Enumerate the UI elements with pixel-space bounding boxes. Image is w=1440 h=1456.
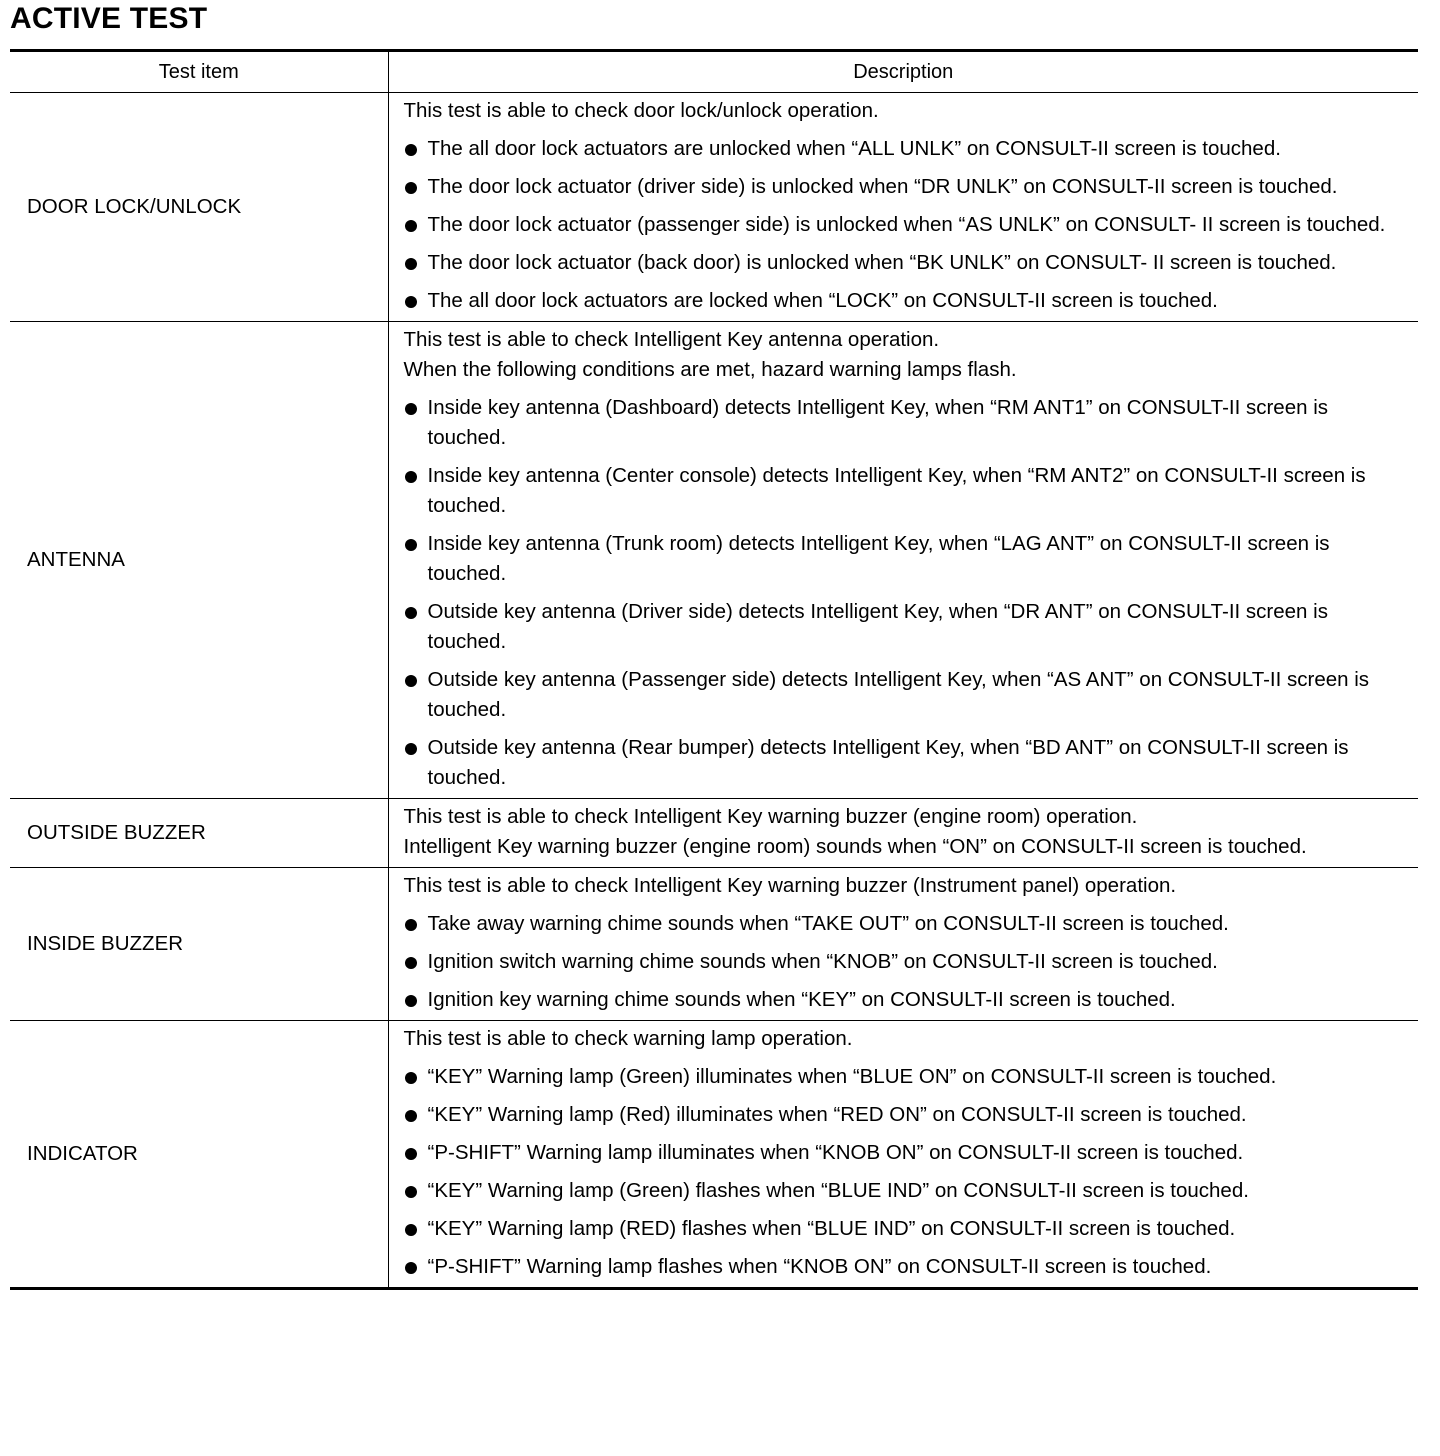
bullet-item bbox=[404, 286, 1411, 316]
header-test-item: Test item bbox=[10, 51, 388, 93]
bullet-text: Outside key antenna (Passenger side) detects Intelligent Key, when “AS ANT” on CONSULT-II screen is touched. bbox=[427, 668, 1370, 721]
bullet-item bbox=[404, 733, 1411, 793]
bullet-item bbox=[404, 529, 1411, 589]
description-cell bbox=[388, 799, 1418, 868]
description-intro: This test is able to check Intelligent Key antenna operation. bbox=[403, 328, 940, 351]
bullet-item bbox=[404, 172, 1411, 202]
bullet-text: “KEY” Warning lamp (Green) illuminates when “BLUE ON” on CONSULT-II screen is touched. bbox=[427, 1065, 1277, 1088]
description-bullet-list bbox=[404, 134, 1411, 316]
bullet-item bbox=[404, 248, 1411, 278]
bullet-dot-icon bbox=[405, 296, 417, 308]
bullet-text: The door lock actuator (driver side) is unlocked when “DR UNLK” on CONSULT-II screen is touched. bbox=[427, 175, 1338, 198]
description-cell bbox=[388, 868, 1418, 1021]
bullet-item bbox=[404, 1138, 1411, 1168]
table-body bbox=[10, 93, 1418, 1289]
bullet-dot-icon bbox=[405, 182, 417, 194]
description-intro: When the following conditions are met, hazard warning lamps flash. bbox=[403, 358, 1017, 381]
table-header-row bbox=[10, 51, 1418, 93]
bullet-text: The all door lock actuators are locked when “LOCK” on CONSULT-II screen is touched. bbox=[427, 289, 1218, 312]
bullet-dot-icon bbox=[405, 995, 417, 1007]
bullet-text: “KEY” Warning lamp (Green) flashes when “BLUE IND” on CONSULT-II screen is touched. bbox=[427, 1179, 1249, 1202]
bullet-item bbox=[404, 1100, 1411, 1130]
bullet-text: Ignition key warning chime sounds when “KEY” on CONSULT-II screen is touched. bbox=[427, 988, 1176, 1011]
page-title: ACTIVE TEST bbox=[10, 2, 208, 35]
bullet-text: Take away warning chime sounds when “TAKE OUT” on CONSULT-II screen is touched. bbox=[427, 912, 1229, 935]
bullet-text: The door lock actuator (passenger side) is unlocked when “AS UNLK” on CONSULT- II screen is touched. bbox=[427, 213, 1386, 236]
bullet-item bbox=[404, 1252, 1411, 1282]
table-row bbox=[10, 1021, 1418, 1289]
bullet-item bbox=[404, 1062, 1411, 1092]
bullet-text: Inside key antenna (Dashboard) detects Intelligent Key, when “RM ANT1” on CONSULT-II screen is touched. bbox=[427, 396, 1329, 449]
test-item-cell: ANTENNA bbox=[10, 322, 388, 799]
bullet-item bbox=[404, 134, 1411, 164]
description-cell bbox=[388, 93, 1418, 322]
table-row bbox=[10, 93, 1418, 322]
bullet-dot-icon bbox=[405, 1110, 417, 1122]
bullet-dot-icon bbox=[405, 1224, 417, 1236]
bullet-item bbox=[404, 461, 1411, 521]
bullet-item bbox=[404, 1176, 1411, 1206]
description-intro: This test is able to check warning lamp operation. bbox=[403, 1027, 853, 1050]
bullet-text: Ignition switch warning chime sounds when “KNOB” on CONSULT-II screen is touched. bbox=[427, 950, 1218, 973]
bullet-text: The all door lock actuators are unlocked when “ALL UNLK” on CONSULT-II screen is touched. bbox=[427, 137, 1281, 160]
description-bullet-list bbox=[404, 909, 1411, 1015]
bullet-text: “P-SHIFT” Warning lamp illuminates when “KNOB ON” on CONSULT-II screen is touched. bbox=[427, 1141, 1244, 1164]
bullet-text: The door lock actuator (back door) is unlocked when “BK UNLK” on CONSULT- II screen is touched. bbox=[427, 251, 1337, 274]
test-item-cell: DOOR LOCK/UNLOCK bbox=[10, 93, 388, 322]
header-description: Description bbox=[388, 51, 1418, 93]
bullet-dot-icon bbox=[405, 1262, 417, 1274]
bullet-item bbox=[404, 597, 1411, 657]
table-row bbox=[10, 868, 1418, 1021]
bullet-item bbox=[404, 393, 1411, 453]
bullet-dot-icon bbox=[405, 743, 417, 755]
bullet-item bbox=[404, 909, 1411, 939]
active-test-table bbox=[10, 49, 1418, 1290]
bullet-dot-icon bbox=[405, 258, 417, 270]
bullet-dot-icon bbox=[405, 957, 417, 969]
description-cell bbox=[388, 1021, 1418, 1289]
bullet-item bbox=[404, 665, 1411, 725]
bullet-dot-icon bbox=[405, 919, 417, 931]
bullet-text: “KEY” Warning lamp (RED) flashes when “BLUE IND” on CONSULT-II screen is touched. bbox=[427, 1217, 1236, 1240]
bullet-dot-icon bbox=[405, 471, 417, 483]
bullet-text: Inside key antenna (Trunk room) detects Intelligent Key, when “LAG ANT” on CONSULT-II screen is touched. bbox=[427, 532, 1330, 585]
test-item-cell: OUTSIDE BUZZER bbox=[10, 799, 388, 868]
description-intro: This test is able to check Intelligent Key warning buzzer (Instrument panel) operation. bbox=[403, 874, 1177, 897]
bullet-text: Inside key antenna (Center console) detects Intelligent Key, when “RM ANT2” on CONSULT-II screen is touched. bbox=[427, 464, 1366, 517]
bullet-dot-icon bbox=[405, 144, 417, 156]
test-item-cell: INDICATOR bbox=[10, 1021, 388, 1289]
description-intro: Intelligent Key warning buzzer (engine room) sounds when “ON” on CONSULT-II screen is touched. bbox=[403, 835, 1307, 858]
bullet-dot-icon bbox=[405, 1072, 417, 1084]
description-intro: This test is able to check door lock/unlock operation. bbox=[403, 99, 879, 122]
bullet-text: “P-SHIFT” Warning lamp flashes when “KNOB ON” on CONSULT-II screen is touched. bbox=[427, 1255, 1212, 1278]
description-intro: This test is able to check Intelligent Key warning buzzer (engine room) operation. bbox=[403, 805, 1138, 828]
bullet-item bbox=[404, 947, 1411, 977]
description-cell bbox=[388, 322, 1418, 799]
bullet-dot-icon bbox=[405, 675, 417, 687]
test-item-cell: INSIDE BUZZER bbox=[10, 868, 388, 1021]
bullet-text: Outside key antenna (Driver side) detects Intelligent Key, when “DR ANT” on CONSULT-II screen is touched. bbox=[427, 600, 1328, 653]
bullet-item bbox=[404, 1214, 1411, 1244]
bullet-item bbox=[404, 985, 1411, 1015]
bullet-dot-icon bbox=[405, 539, 417, 551]
description-bullet-list bbox=[404, 1062, 1411, 1282]
bullet-text: Outside key antenna (Rear bumper) detects Intelligent Key, when “BD ANT” on CONSULT-II screen is touched. bbox=[427, 736, 1349, 789]
table-row bbox=[10, 799, 1418, 868]
bullet-item bbox=[404, 210, 1411, 240]
bullet-dot-icon bbox=[405, 607, 417, 619]
bullet-dot-icon bbox=[405, 403, 417, 415]
description-bullet-list bbox=[404, 393, 1411, 793]
bullet-dot-icon bbox=[405, 1186, 417, 1198]
table-row bbox=[10, 322, 1418, 799]
bullet-dot-icon bbox=[405, 1148, 417, 1160]
bullet-text: “KEY” Warning lamp (Red) illuminates when “RED ON” on CONSULT-II screen is touched. bbox=[427, 1103, 1247, 1126]
bullet-dot-icon bbox=[405, 220, 417, 232]
